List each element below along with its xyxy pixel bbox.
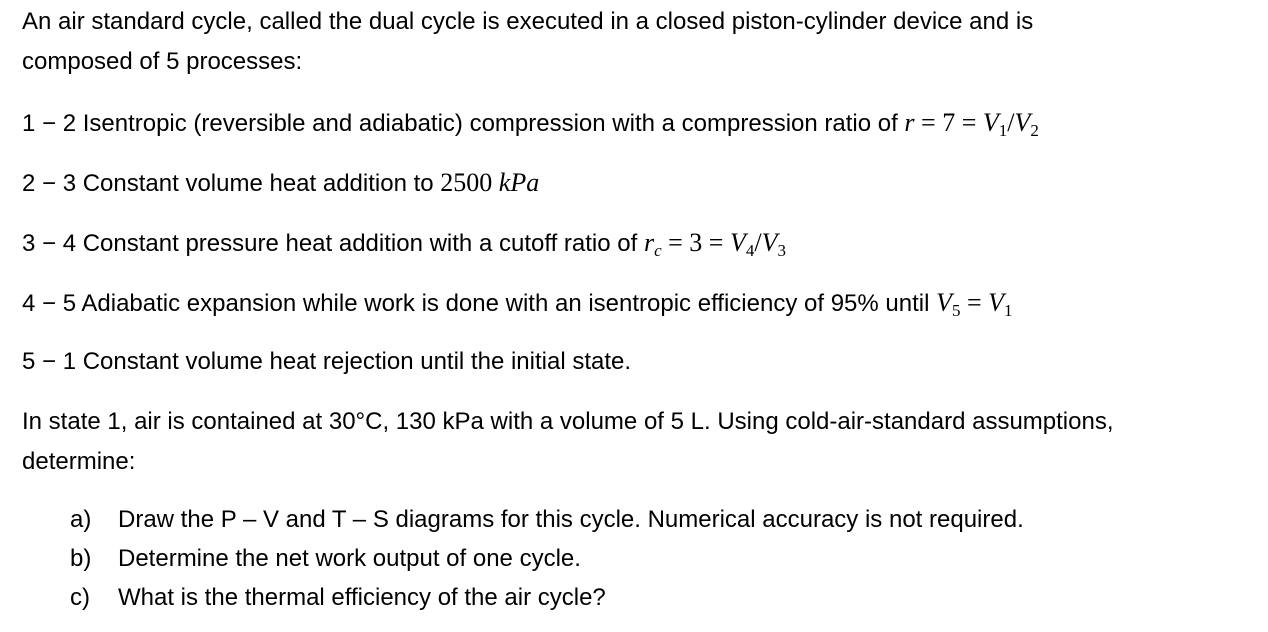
process-text: Constant volume heat rejection until the initial state.	[76, 348, 632, 375]
question-marker: c)	[70, 584, 90, 611]
process-id: 4 − 5	[22, 290, 77, 317]
question-a	[70, 508, 1024, 532]
question-c	[70, 586, 606, 610]
process-text: Constant volume heat addition to	[76, 170, 441, 197]
process-id: 1 − 2	[22, 110, 77, 137]
state-line-1: In state 1, air is contained at 30°C, 130 kPa with a volume of 5 L. Using cold-air-standard assumptions,	[22, 408, 1114, 435]
process-text: Isentropic (reversible and adiabatic) compression with a compression ratio of	[76, 110, 905, 137]
question-text: Determine the net work output of one cycle.	[118, 545, 581, 572]
process-id: 2 − 3	[22, 170, 77, 197]
process-id: 5 − 1	[22, 348, 77, 375]
process-5-1	[22, 350, 631, 374]
state-line-2: determine:	[22, 448, 136, 475]
volume-equation: $V_5 = V_1$	[936, 288, 1013, 320]
question-text: What is the thermal efficiency of the air cycle?	[118, 584, 606, 611]
intro-line-1: An air standard cycle, called the dual cycle is executed in a closed piston-cylinder device and is	[22, 8, 1034, 35]
intro-line-2: composed of 5 processes:	[22, 48, 303, 75]
process-text: Adiabatic expansion while work is done with an isentropic efficiency of 95% until	[76, 290, 937, 317]
question-marker: b)	[70, 545, 92, 572]
pressure-value: 2500 kPa	[440, 168, 540, 197]
process-4-5	[22, 288, 1013, 320]
cutoff-ratio-equation: $r_c = 3 = V_4/V_3$	[643, 228, 786, 260]
compression-ratio-equation: $r = 7 = V_1/V_2$	[904, 108, 1039, 140]
process-text: Constant pressure heat addition with a cutoff ratio of	[76, 230, 644, 257]
question-marker: a)	[70, 506, 92, 533]
process-1-2	[22, 108, 1039, 140]
process-3-4	[22, 228, 786, 260]
question-b	[70, 547, 581, 571]
process-id: 3 − 4	[22, 230, 77, 257]
question-text: Draw the P – V and T – S diagrams for this cycle. Numerical accuracy is not required.	[118, 506, 1024, 533]
process-2-3	[22, 170, 539, 196]
